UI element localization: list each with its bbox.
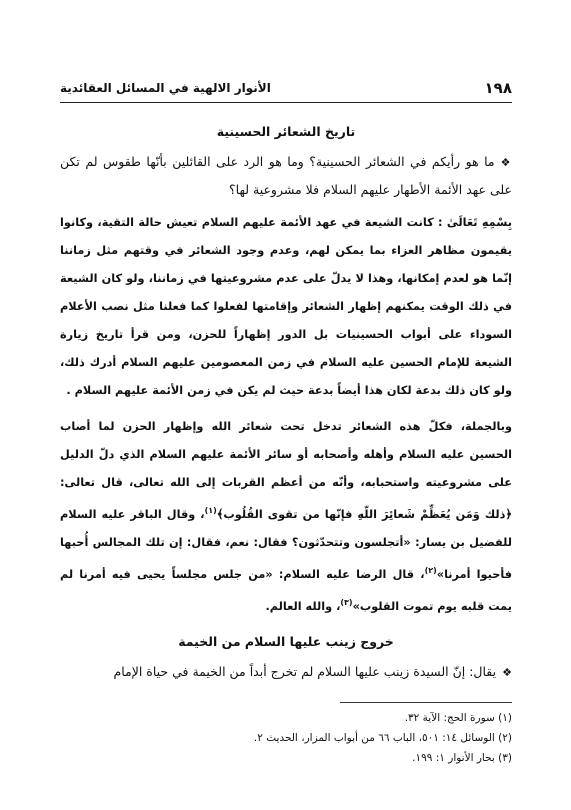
diamond-bullet-icon: ❖ <box>502 666 512 680</box>
book-title: الأنوار الالهية في المسائل العقائدية <box>60 81 271 95</box>
running-header <box>60 78 512 98</box>
conclusion-paragraph <box>60 413 512 620</box>
question-text-2: يقال: إنّ السيدة زينب عليها السلام لم تخرج أبداً من الخيمة في حياة الإمام <box>113 664 497 680</box>
page-body <box>60 118 512 692</box>
footnote-3: (٣) بحار الأنوار ١: ١٩٩. <box>412 752 512 764</box>
question-paragraph-2 <box>60 658 512 686</box>
footnote-divider <box>340 702 512 703</box>
question-paragraph <box>60 148 512 203</box>
answer-paragraph <box>60 209 512 405</box>
footnote-1: (١) سورة الحج: الآية ٣٢. <box>404 712 512 724</box>
conclusion-text-3: ، قال الرضا عليه السلام: «من جلس مجلساً يحيى فيه أمرنا لم يمت قلبه يوم تموت القلوب» <box>60 567 512 613</box>
diamond-bullet-icon: ❖ <box>500 156 512 169</box>
conclusion-text-1: وبالجملة، فكلّ هذه الشعائر تدخل تحت شعائر الله وإظهار الحزن لما أصاب الحسين عليه السلام وأهله وأصحابه أو سائر الأئمة عليهم السلام الذي دلّ الدليل على مشروعيته واستحبابه، وأنّه من أعظم القربات إلى الله تعالى، قال تعالى: ﴿ذلك وَمَن يُعَظِّمْ شَعائِرَ اللّهِ فإنّها من تقوى القُلُوب﴾ <box>60 420 512 521</box>
answer-label: بِسْمِهِ تَعَالَىٰ : <box>438 216 512 229</box>
footnote-ref-1[interactable]: (١) <box>204 506 217 515</box>
footnotes <box>60 708 512 768</box>
footnote-2: (٢) الوسائل ١٤: ٥٠١، الباب ٦٦ من أبواب المزار، الحديث ٢. <box>253 732 512 744</box>
conclusion-text-2: ، وقال الباقر عليه السلام للفضيل بن يسار: «أتجلسون وتتحدّثون؟ فقال: نعم، فقال: إن تلك المجالس أُحبها فأحيوا أمرنا» <box>60 507 512 581</box>
answer-text: كانت الشيعة في عهد الأئمة عليهم السلام تعيش حالة التقية، وكانوا يقيمون مظاهر العزاء بما يمكن لهم، وعدم وجود الشعائر في وقتهم مثل زماننا إنّما هو لعدم إمكانها، وهذا لا يدلّ على عدم مشروعيتها في زماننا، ولو كان الشيعة في ذلك الوقت يمكنهم إظهار الشعائر وإقامتها لفعلوا كما فعلنا مثل نصب الأعلام السوداء على أبواب الحسينيات بل الدور إظهاراً للحزن، ومن قرأ تاريخ زيارة الشيعة للإمام الحسين عليه السلام في زمن المعصومين عليهم السلام أدرك ذلك، ولو كان ذلك بدعة لكان هذا أيضاً بدعة حيث لم يكن في زمن الأئمة عليهم السلام . <box>60 216 512 397</box>
page-number: ١٩٨ <box>484 79 512 97</box>
conclusion-text-4: ، والله العالم. <box>265 599 341 613</box>
section-title: تاريخ الشعائر الحسينية <box>216 124 356 139</box>
section-title-2: خروج زينب عليها السلام من الخيمة <box>178 634 394 650</box>
header-divider <box>60 102 512 103</box>
question-text: ما هو رأيكم في الشعائر الحسينية؟ وما هو الرد على القائلين بأنّها طقوس لم تكن على عهد الأئمة الأطهار عليهم السلام فلا مشروعية لها؟ <box>60 154 512 197</box>
footnote-ref-2[interactable]: (٢) <box>424 565 437 575</box>
footnote-ref-3[interactable]: (٣) <box>340 597 353 607</box>
